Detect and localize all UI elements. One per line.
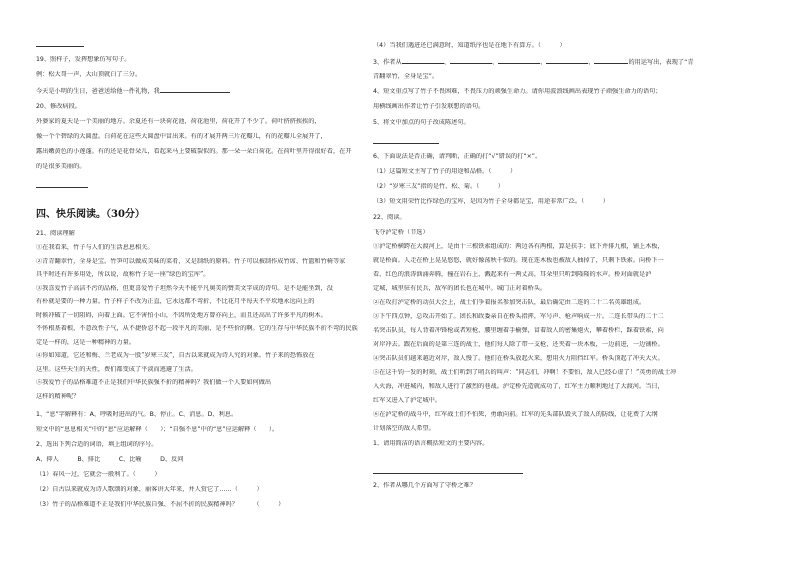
question-2: 2、选出下列合适的词语，填上组词的序号。 xyxy=(36,441,158,448)
question-6: 6、下面说法是否正确，请判断，正确的打“√”错误的打“×”。 xyxy=(373,153,542,160)
section-title: 四、快乐阅读。（30分） xyxy=(36,209,145,220)
answer-blank[interactable] xyxy=(546,58,588,64)
answer-line xyxy=(36,46,84,47)
passage-line: 名突击队员，每人背着冲锋枪或者短枪，腰里缠着手榆弹，冒着敌人的密集炮火，攀着桥栏，踩着铁索，向 xyxy=(373,327,664,334)
passage-line: 对岸冲去。跟在后面的是第三连的战士，他们每人除了带一支枪，还夹着一块木板，一边前进，一边铺桥。 xyxy=(373,341,664,348)
passage-title: 飞夺泸定桥（节选） xyxy=(373,229,429,236)
question-20-title: 20、修改病段。 xyxy=(36,103,81,110)
passage-line: 入火海，冲进城内，和敌人进行了激烈的巷战。泸定桥先造就成功了，红军主力顺利地过了大渡河。当日， xyxy=(373,383,664,390)
question-22-1: 1、请用简洁的语言概括短文的主要内容。 xyxy=(373,440,489,447)
question-3-text: 的用运写出，表现了“青 xyxy=(628,59,694,66)
passage-line: ①泸定桥横跨在大渡河上，是由十三根铁索组成的：两边各有两根，算是扶手；底下并排九根，铺上木板， xyxy=(373,243,664,250)
question-2-item: （4）当我们遇进还已满意时，知道纸序也是在地下有算方。（ ） xyxy=(373,42,566,49)
question-6-item: （2）“岁寒三友”指的是竹、松、菊。（ ） xyxy=(373,183,504,190)
answer-blank[interactable] xyxy=(402,58,444,64)
question-3-cont: 青翻翠竹，全身是宝”。 xyxy=(373,73,439,80)
passage-line: ②在攻打泸定桥的动员大会上，战士们争着报名参加突击队，最后确定由二连的二十二名英雄组成。 xyxy=(373,299,646,306)
question-2-options: A、抑人 B、排比 C、比喻 D、反问 xyxy=(36,456,184,463)
answer-line xyxy=(36,187,88,188)
passage-line: ①在我看来，竹子与人们的生活息息相关。 xyxy=(36,244,154,251)
passage-line: 这样的精神呢？ xyxy=(36,393,80,400)
passage-line: ⑤在这千钧一发的时刻，战士们听到了哨兵的叫声：“同志们，冲啊！不要怕，敌人已经心虚了！”英勇的战士冲 xyxy=(373,369,677,376)
answer-blank[interactable] xyxy=(450,58,492,64)
question-2-item: （2）自古以来就成为诗人歌颂的对象，丽客讲大年来，并人赏它了……（ ） xyxy=(36,486,263,493)
passage-line: 的是很多美丽的。 xyxy=(36,163,86,170)
passage-line: 定城，城里驻有民兵，敌军的团长也在城中。城门正对着桥头。 xyxy=(373,285,547,292)
passage-line: 外婆家的夏天是一个美丽的地方。余夏还有一块荷花池，荷花池里，荷花开了不少了。荷叶挤挤挨挨的， xyxy=(36,118,321,125)
passage-line: 像一个个碧绿的大圆盘。白荷花在这些大圆盘中冒出来。有的才展开两三片花瓣儿，有的花瓣儿全展开了， xyxy=(36,133,327,140)
answer-blank[interactable] xyxy=(594,58,628,64)
answer-blank[interactable] xyxy=(498,58,540,64)
passage-line: ⑥在泸定桥的战斗中，红军战士们不怕死，勇敢向前。红军的先头部队毁灭了敌人的防线，让花费了大纲 xyxy=(373,411,658,418)
answer-blank[interactable] xyxy=(160,87,230,93)
question-6-item: （3）短文用荣竹比作绿色的宝库，是因为竹子全身都是宝，用途非常广泛。（ ） xyxy=(373,198,609,205)
answer-line xyxy=(373,143,439,144)
question-19-title: 19、照样子，发挥想象仿写句子。 xyxy=(36,56,131,63)
passage-line: 就是桥面。人走在桥上晃晃悠悠，就好像荡秋千似的。现在连木板也被敌人抽掉了，只剩下铁索。向桥下一 xyxy=(373,257,664,264)
passage-line: ④突击队员们越来越近对岸，敌人慢了。他们在桥头放起火来，想用火力阻挡红军。桥头顶起了冲天大火。 xyxy=(373,355,664,362)
question-1-blank: 短文中的“息息相关”中的“息”应运解释（ ）；“自强不息”中的“息”应运解释（ ）。 xyxy=(36,426,279,433)
question-3: 3、作者从 、 、 、 、 的用运写出，表现了“青 xyxy=(373,59,694,66)
question-4-cont: 用横线画出作者让竹子引发联想的语句。 xyxy=(373,103,485,110)
passage-line: 定是一样的，这是一种精神的力量。 xyxy=(36,339,135,346)
question-19-prompt xyxy=(36,87,391,97)
question-2-item: （1）春风一过，它就会一般利了。（ ） xyxy=(36,471,161,478)
question-3-text: 3、作者从 xyxy=(373,59,402,66)
passage-line: ③我喜爱竹子高洁不污的品格，但更喜爱竹子坦然今天不能平凡奥美的赞美文字成的诗句。是不是能坐到，没 xyxy=(36,285,333,292)
passage-line: 不怀根基着根，不意改性子气，从不捷侨忍不起一段平凡的美丽，是不些价的啊。它的生存与中华民族不折不弯的民族 xyxy=(36,325,358,332)
passage-line: 看，红色的浪涛汹涌奔腾，撞在岩石上，溅起来有一两丈高，耳朵里只听到隆隆的水声。桥对面就是泸 xyxy=(373,271,652,278)
prompt-text: 今天是小明的生日，爸爸送给他一件礼物，我 xyxy=(36,88,160,95)
question-22-2: 2、作者从哪几个方面写了守桥之难？ xyxy=(373,482,476,489)
question-22-title: 22、阅读。 xyxy=(373,214,406,221)
question-19-example: 例：松大哥一声，大山顶就白了三分。 xyxy=(36,71,142,78)
question-5: 5、将文中加点的句子改成陈述句。 xyxy=(373,119,470,126)
passage-line: ④你如知道，它还和梅、兰老成为一股“岁寒三友”，自古以来就成为诗人究的对象。竹子来的恐怖放在 xyxy=(36,352,315,359)
passage-line: 具平时还有许多用处，所以说，故称竹子是一座“绿色的宝库”。 xyxy=(36,271,210,278)
question-4: 4、短文重点写了竹子不畏困难，不畏压力的顽强生命力。请你用波浪线画出表现竹子顽强生命力的语句； xyxy=(373,88,662,95)
passage-line: ②青青翻翠竹，全身是宝。竹笋可以做成美味的菜肴，又是制纸的原料。竹子可以被制作成竹席、竹篮和竹椅等家 xyxy=(36,258,346,265)
passage-line: 时候冲破了一切阻碍，向着上面。它不害怕小山，不因所处地方曾亦向上，而且还高出了许多平凡的树木。 xyxy=(36,312,327,319)
question-1: 1、“息”字解释有：A、呼吸时进出的气。B、停止。C、消息。D、利息。 xyxy=(36,411,238,418)
passage-line: 这里。这些天生的天性，费们都变成了平淡而逃避了生活。 xyxy=(36,366,197,373)
passage-line: ⑤我爱竹子的品格难道不正是我们中华民族强不折的精神吗？我们做一个人要如何做出 xyxy=(36,379,272,386)
answer-line xyxy=(373,473,523,474)
question-2-item: （3）竹子的品格难道不正是我们中华民族自强、不屈不折的民族精神吗？ （ ） xyxy=(36,501,285,508)
passage-line: 红军又进入了泸定城中。 xyxy=(373,397,442,404)
question-21-title: 21、阅读理解 xyxy=(36,230,75,237)
passage-line: 有朴就是要的一种力量。竹子样子不改为正直，它永远都不弯折，不比花月平每天不平坎地永远向上的 xyxy=(36,298,315,305)
question-6-item: （1）这篇短文主写了竹子的用途和品格。（ ） xyxy=(373,168,517,175)
passage-line: 计划落空的敌人希望。 xyxy=(373,425,435,432)
passage-line: ③下午四点钟，总攻击开始了。团长和政委亲自在桥头指挥，军号声、枪声响成一片。二连长带头的二十二 xyxy=(373,313,664,320)
passage-line: 露出嫩黄色的小莲蓬。有的还是花骨朵儿，看起来马上要破裂似的。那一朵一朵白荷花。在荷叶里开得很好看，在开 xyxy=(36,148,352,155)
